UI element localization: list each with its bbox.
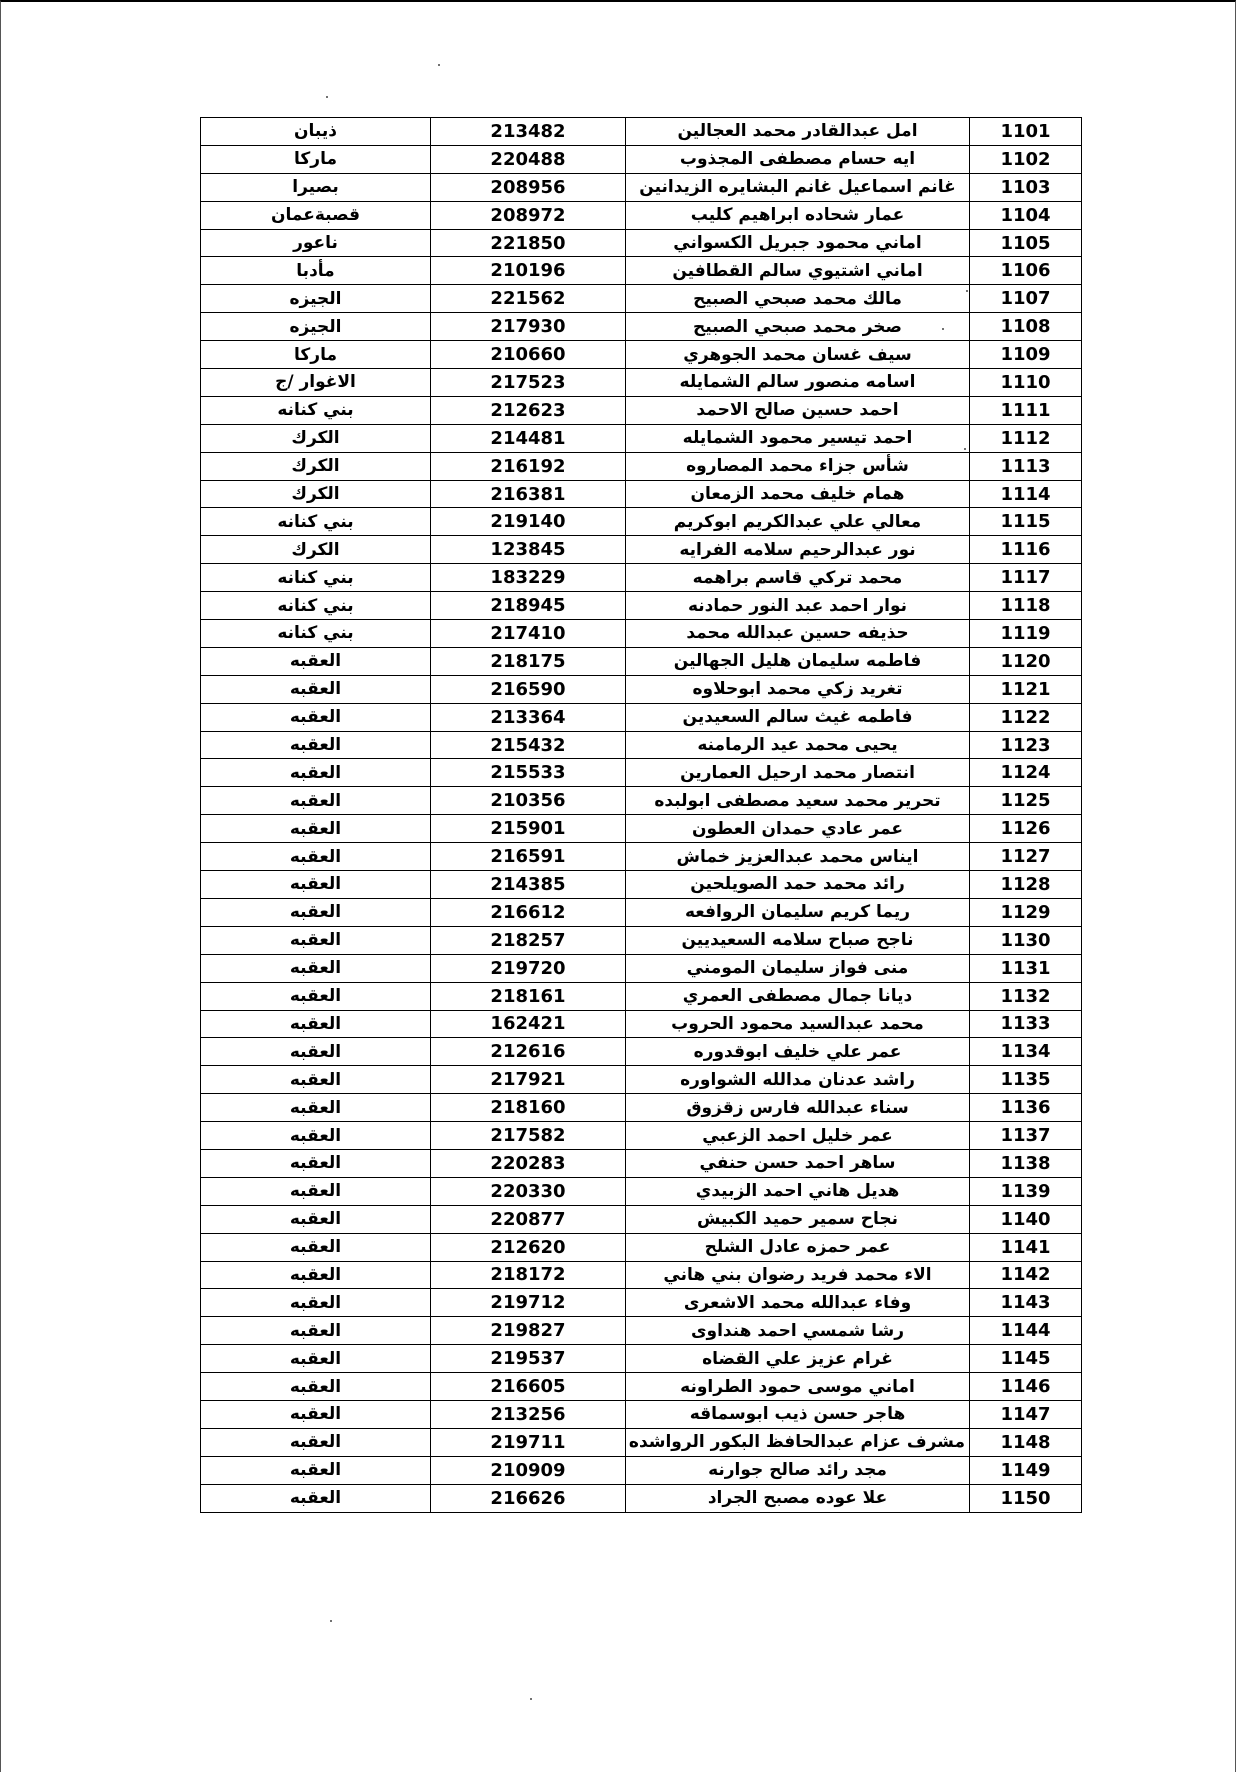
- serial-cell: 1130: [970, 926, 1082, 954]
- id-cell: 216612: [431, 898, 626, 926]
- id-cell: 213364: [431, 703, 626, 731]
- table-row: [201, 759, 1082, 787]
- id-cell: 210356: [431, 787, 626, 815]
- table-row: [201, 1484, 1082, 1512]
- name-cell: معالي علي عبدالكريم ابوكريم: [626, 508, 970, 536]
- serial-cell: 1144: [970, 1317, 1082, 1345]
- city-cell: العقبه: [201, 1149, 431, 1177]
- id-cell: 217921: [431, 1066, 626, 1094]
- name-cell: احمد حسين صالح الاحمد: [626, 396, 970, 424]
- id-cell: 218172: [431, 1261, 626, 1289]
- name-cell: هديل هاني احمد الزبيدي: [626, 1177, 970, 1205]
- name-cell: نجاح سمير حميد الكبيش: [626, 1205, 970, 1233]
- id-cell: 220488: [431, 145, 626, 173]
- city-cell: بني كنانه: [201, 620, 431, 648]
- name-cell: امل عبدالقادر محمد العجالين: [626, 118, 970, 146]
- serial-cell: 1102: [970, 145, 1082, 173]
- name-cell: مجد رائد صالح جوارنه: [626, 1456, 970, 1484]
- id-cell: 218161: [431, 982, 626, 1010]
- serial-cell: 1128: [970, 871, 1082, 899]
- id-cell: 221850: [431, 229, 626, 257]
- id-cell: 215432: [431, 731, 626, 759]
- table-row: [201, 703, 1082, 731]
- name-cell: ايناس محمد عبدالعزيز خماش: [626, 843, 970, 871]
- serial-cell: 1114: [970, 480, 1082, 508]
- name-cell: فاطمه غيث سالم السعيدين: [626, 703, 970, 731]
- city-cell: ماركا: [201, 341, 431, 369]
- name-cell: ناجح صباح سلامه السعيديين: [626, 926, 970, 954]
- table-row: [201, 620, 1082, 648]
- city-cell: بني كنانه: [201, 592, 431, 620]
- name-cell: راشد عدنان مدالله الشواوره: [626, 1066, 970, 1094]
- table-row: [201, 675, 1082, 703]
- serial-cell: 1111: [970, 396, 1082, 424]
- table-row: [201, 201, 1082, 229]
- city-cell: العقبه: [201, 1066, 431, 1094]
- id-cell: 208972: [431, 201, 626, 229]
- table-row: [201, 592, 1082, 620]
- table-row: [201, 815, 1082, 843]
- table-row: [201, 787, 1082, 815]
- serial-cell: 1116: [970, 536, 1082, 564]
- city-cell: العقبه: [201, 898, 431, 926]
- city-cell: العقبه: [201, 1428, 431, 1456]
- name-cell: رشا شمسي احمد هنداوى: [626, 1317, 970, 1345]
- serial-cell: 1109: [970, 341, 1082, 369]
- serial-cell: 1124: [970, 759, 1082, 787]
- id-cell: 208956: [431, 173, 626, 201]
- id-cell: 218175: [431, 647, 626, 675]
- id-cell: 212623: [431, 396, 626, 424]
- id-cell: 210909: [431, 1456, 626, 1484]
- id-cell: 217582: [431, 1122, 626, 1150]
- id-cell: 220330: [431, 1177, 626, 1205]
- id-cell: 214385: [431, 871, 626, 899]
- table-row: [201, 1428, 1082, 1456]
- city-cell: بني كنانه: [201, 508, 431, 536]
- id-cell: 218945: [431, 592, 626, 620]
- city-cell: ماركا: [201, 145, 431, 173]
- name-cell: نوار احمد عبد النور حمادنه: [626, 592, 970, 620]
- table-row: [201, 1010, 1082, 1038]
- name-cell: محمد عبدالسيد محمود الحروب: [626, 1010, 970, 1038]
- table-row: [201, 843, 1082, 871]
- id-cell: 216605: [431, 1373, 626, 1401]
- city-cell: العقبه: [201, 1261, 431, 1289]
- city-cell: العقبه: [201, 1177, 431, 1205]
- id-cell: 212620: [431, 1233, 626, 1261]
- name-cell: ساهر احمد حسن حنفي: [626, 1149, 970, 1177]
- table-row: [201, 1400, 1082, 1428]
- city-cell: العقبه: [201, 954, 431, 982]
- name-cell: عمر عادي حمدان العطون: [626, 815, 970, 843]
- name-cell: احمد تيسير محمود الشمايله: [626, 424, 970, 452]
- table-row: [201, 285, 1082, 313]
- city-cell: بصيرا: [201, 173, 431, 201]
- serial-cell: 1136: [970, 1094, 1082, 1122]
- name-cell: همام خليف محمد الزمعان: [626, 480, 970, 508]
- id-cell: 213482: [431, 118, 626, 146]
- table-row: [201, 1205, 1082, 1233]
- table-row: [201, 647, 1082, 675]
- scan-speck: [326, 96, 328, 98]
- id-cell: 123845: [431, 536, 626, 564]
- serial-cell: 1105: [970, 229, 1082, 257]
- city-cell: الكرك: [201, 424, 431, 452]
- id-cell: 219711: [431, 1428, 626, 1456]
- city-cell: العقبه: [201, 731, 431, 759]
- id-cell: 219537: [431, 1345, 626, 1373]
- id-cell: 215533: [431, 759, 626, 787]
- id-cell: 183229: [431, 564, 626, 592]
- table-row: [201, 564, 1082, 592]
- name-cell: غرام عزيز علي القضاه: [626, 1345, 970, 1373]
- name-cell: تغريد زكي محمد ابوحلاوه: [626, 675, 970, 703]
- table-row: [201, 1345, 1082, 1373]
- table-row: [201, 257, 1082, 285]
- id-cell: 220283: [431, 1149, 626, 1177]
- id-cell: 219720: [431, 954, 626, 982]
- serial-cell: 1103: [970, 173, 1082, 201]
- table-row: [201, 480, 1082, 508]
- table-row: [201, 452, 1082, 480]
- name-cell: اسامه منصور سالم الشمايله: [626, 369, 970, 397]
- name-cell: منى فواز سليمان المومني: [626, 954, 970, 982]
- serial-cell: 1142: [970, 1261, 1082, 1289]
- serial-cell: 1125: [970, 787, 1082, 815]
- name-cell: يحيى محمد عيد الرمامنه: [626, 731, 970, 759]
- serial-cell: 1120: [970, 647, 1082, 675]
- id-cell: 210660: [431, 341, 626, 369]
- serial-cell: 1117: [970, 564, 1082, 592]
- table-row: [201, 1456, 1082, 1484]
- name-cell: مشرف عزام عبدالحافظ البكور الرواشده: [626, 1428, 970, 1456]
- table-row: [201, 1094, 1082, 1122]
- table-row: [201, 1233, 1082, 1261]
- table-row: [201, 1122, 1082, 1150]
- city-cell: العقبه: [201, 1400, 431, 1428]
- table-row: [201, 1373, 1082, 1401]
- serial-cell: 1108: [970, 313, 1082, 341]
- city-cell: العقبه: [201, 1317, 431, 1345]
- city-cell: الاغوار /ج: [201, 369, 431, 397]
- serial-cell: 1127: [970, 843, 1082, 871]
- serial-cell: 1104: [970, 201, 1082, 229]
- id-cell: 218160: [431, 1094, 626, 1122]
- city-cell: العقبه: [201, 1456, 431, 1484]
- city-cell: العقبه: [201, 675, 431, 703]
- table-row: [201, 341, 1082, 369]
- city-cell: بني كنانه: [201, 396, 431, 424]
- serial-cell: 1141: [970, 1233, 1082, 1261]
- serial-cell: 1123: [970, 731, 1082, 759]
- name-cell: ايه حسام مصطفى المجذوب: [626, 145, 970, 173]
- table-row: [201, 424, 1082, 452]
- city-cell: العقبه: [201, 1289, 431, 1317]
- serial-cell: 1112: [970, 424, 1082, 452]
- table-row: [201, 536, 1082, 564]
- city-cell: الكرك: [201, 452, 431, 480]
- city-cell: العقبه: [201, 703, 431, 731]
- city-cell: العقبه: [201, 1233, 431, 1261]
- serial-cell: 1134: [970, 1038, 1082, 1066]
- table-row: [201, 313, 1082, 341]
- city-cell: العقبه: [201, 1205, 431, 1233]
- city-cell: العقبه: [201, 1122, 431, 1150]
- name-cell: نور عبدالرحيم سلامه الفرايه: [626, 536, 970, 564]
- id-cell: 216591: [431, 843, 626, 871]
- city-cell: العقبه: [201, 1010, 431, 1038]
- name-cell: وفاء عبدالله محمد الاشعرى: [626, 1289, 970, 1317]
- id-cell: 219140: [431, 508, 626, 536]
- serial-cell: 1131: [970, 954, 1082, 982]
- city-cell: العقبه: [201, 1345, 431, 1373]
- scan-speck: [438, 64, 440, 66]
- name-cell: هاجر حسن ذيب ابوسماقه: [626, 1400, 970, 1428]
- roster-table: [200, 117, 1082, 1513]
- serial-cell: 1133: [970, 1010, 1082, 1038]
- id-cell: 221562: [431, 285, 626, 313]
- serial-cell: 1118: [970, 592, 1082, 620]
- table-row: [201, 118, 1082, 146]
- city-cell: العقبه: [201, 1094, 431, 1122]
- city-cell: الجيزه: [201, 313, 431, 341]
- city-cell: العقبه: [201, 759, 431, 787]
- city-cell: بني كنانه: [201, 564, 431, 592]
- name-cell: فاطمه سليمان هليل الجهالين: [626, 647, 970, 675]
- table-row: [201, 369, 1082, 397]
- id-cell: 217410: [431, 620, 626, 648]
- city-cell: العقبه: [201, 843, 431, 871]
- name-cell: ديانا جمال مصطفى العمري: [626, 982, 970, 1010]
- id-cell: 216381: [431, 480, 626, 508]
- table-row: [201, 871, 1082, 899]
- table-row: [201, 145, 1082, 173]
- name-cell: ريما كريم سليمان الروافعه: [626, 898, 970, 926]
- serial-cell: 1110: [970, 369, 1082, 397]
- table-row: [201, 1317, 1082, 1345]
- table-row: [201, 926, 1082, 954]
- serial-cell: 1129: [970, 898, 1082, 926]
- table-row: [201, 1289, 1082, 1317]
- serial-cell: 1139: [970, 1177, 1082, 1205]
- id-cell: 220877: [431, 1205, 626, 1233]
- city-cell: ذيبان: [201, 118, 431, 146]
- id-cell: 218257: [431, 926, 626, 954]
- id-cell: 213256: [431, 1400, 626, 1428]
- serial-cell: 1147: [970, 1400, 1082, 1428]
- table-row: [201, 954, 1082, 982]
- serial-cell: 1122: [970, 703, 1082, 731]
- table-row: [201, 1177, 1082, 1205]
- id-cell: 214481: [431, 424, 626, 452]
- serial-cell: 1101: [970, 118, 1082, 146]
- serial-cell: 1113: [970, 452, 1082, 480]
- city-cell: الكرك: [201, 536, 431, 564]
- serial-cell: 1106: [970, 257, 1082, 285]
- serial-cell: 1140: [970, 1205, 1082, 1233]
- name-cell: غانم اسماعيل غانم البشايره الزيدانين: [626, 173, 970, 201]
- id-cell: 217930: [431, 313, 626, 341]
- serial-cell: 1119: [970, 620, 1082, 648]
- city-cell: ناعور: [201, 229, 431, 257]
- table-row: [201, 229, 1082, 257]
- name-cell: محمد تركي قاسم براهمه: [626, 564, 970, 592]
- name-cell: صخر محمد صبحي الصبيح: [626, 313, 970, 341]
- city-cell: العقبه: [201, 982, 431, 1010]
- id-cell: 217523: [431, 369, 626, 397]
- city-cell: العقبه: [201, 815, 431, 843]
- city-cell: العقبه: [201, 926, 431, 954]
- serial-cell: 1143: [970, 1289, 1082, 1317]
- table-row: [201, 1066, 1082, 1094]
- city-cell: العقبه: [201, 787, 431, 815]
- id-cell: 162421: [431, 1010, 626, 1038]
- name-cell: شأس جزاء محمد المصاروه: [626, 452, 970, 480]
- table-row: [201, 1149, 1082, 1177]
- roster-body: [201, 118, 1082, 1513]
- id-cell: 216192: [431, 452, 626, 480]
- serial-cell: 1121: [970, 675, 1082, 703]
- table-row: [201, 396, 1082, 424]
- serial-cell: 1132: [970, 982, 1082, 1010]
- serial-cell: 1148: [970, 1428, 1082, 1456]
- name-cell: حذيفه حسين عبدالله محمد: [626, 620, 970, 648]
- serial-cell: 1138: [970, 1149, 1082, 1177]
- id-cell: 219827: [431, 1317, 626, 1345]
- name-cell: اماني موسى حمود الطراونه: [626, 1373, 970, 1401]
- serial-cell: 1146: [970, 1373, 1082, 1401]
- name-cell: سيف غسان محمد الجوهري: [626, 341, 970, 369]
- name-cell: سناء عبدالله فارس زقزوق: [626, 1094, 970, 1122]
- name-cell: انتصار محمد ارحيل العمارين: [626, 759, 970, 787]
- table-row: [201, 173, 1082, 201]
- serial-cell: 1150: [970, 1484, 1082, 1512]
- serial-cell: 1115: [970, 508, 1082, 536]
- id-cell: 219712: [431, 1289, 626, 1317]
- scan-speck: [330, 1620, 332, 1622]
- scan-speck: [530, 1698, 532, 1700]
- id-cell: 216590: [431, 675, 626, 703]
- serial-cell: 1145: [970, 1345, 1082, 1373]
- id-cell: 216626: [431, 1484, 626, 1512]
- serial-cell: 1107: [970, 285, 1082, 313]
- name-cell: عمر علي خليف ابوقدوره: [626, 1038, 970, 1066]
- city-cell: العقبه: [201, 1038, 431, 1066]
- serial-cell: 1126: [970, 815, 1082, 843]
- serial-cell: 1149: [970, 1456, 1082, 1484]
- name-cell: علا عوده مصبح الجراد: [626, 1484, 970, 1512]
- name-cell: عمار شحاده ابراهيم كليب: [626, 201, 970, 229]
- name-cell: عمر حمزه عادل الشلح: [626, 1233, 970, 1261]
- city-cell: العقبه: [201, 1484, 431, 1512]
- name-cell: اماني اشتيوي سالم القطافين: [626, 257, 970, 285]
- name-cell: اماني محمود جبريل الكسواني: [626, 229, 970, 257]
- city-cell: مأدبا: [201, 257, 431, 285]
- city-cell: العقبه: [201, 871, 431, 899]
- table-row: [201, 898, 1082, 926]
- table-row: [201, 731, 1082, 759]
- city-cell: قصبةعمان: [201, 201, 431, 229]
- city-cell: الجيزه: [201, 285, 431, 313]
- name-cell: عمر خليل احمد الزعبي: [626, 1122, 970, 1150]
- table-row: [201, 982, 1082, 1010]
- city-cell: الكرك: [201, 480, 431, 508]
- serial-cell: 1137: [970, 1122, 1082, 1150]
- table-row: [201, 508, 1082, 536]
- name-cell: تحرير محمد سعيد مصطفى ابولبده: [626, 787, 970, 815]
- id-cell: 212616: [431, 1038, 626, 1066]
- name-cell: رائد محمد حمد الصويلحين: [626, 871, 970, 899]
- table-row: [201, 1261, 1082, 1289]
- table-row: [201, 1038, 1082, 1066]
- id-cell: 215901: [431, 815, 626, 843]
- city-cell: العقبه: [201, 1373, 431, 1401]
- name-cell: مالك محمد صبحي الصبيح: [626, 285, 970, 313]
- id-cell: 210196: [431, 257, 626, 285]
- name-cell: الاء محمد فريد رضوان بني هاني: [626, 1261, 970, 1289]
- city-cell: العقبه: [201, 647, 431, 675]
- serial-cell: 1135: [970, 1066, 1082, 1094]
